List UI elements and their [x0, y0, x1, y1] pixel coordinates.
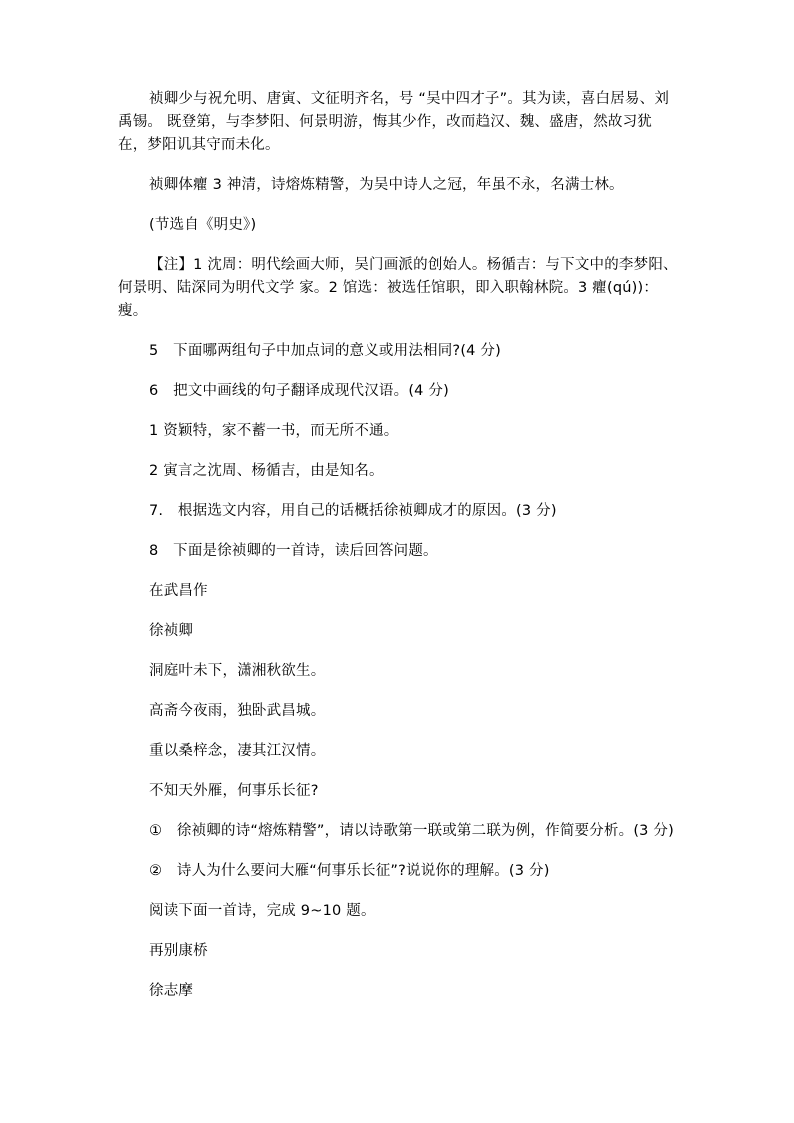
poem-line-1: 洞庭叶未下，潇湘秋欲生。 — [149, 663, 326, 679]
annotation-notes: 【注】1 沈周：明代绘画大师，吴门画派的创始人。杨循吉：与下文中的李梦阳、何景明、陆深同为明代文学 家。2 馆选：被选任馆职，即入职翰林院。3 癯(qú))：瘦。 — [118, 257, 678, 319]
translation-sentence-2: 2 寅言之沈周、杨循吉，由是知名。 — [149, 463, 384, 479]
question-5: 5 下面哪两组句子中加点词的意义或用法相同?(4 分) — [149, 343, 501, 359]
second-poem-title: 再别康桥 — [149, 943, 208, 959]
question-7: 7. 根据选文内容，用自己的话概括徐祯卿成才的原因。(3 分) — [149, 503, 557, 519]
source-citation: (节选自《明史》) — [149, 217, 257, 233]
paragraph-poetry-reputation: 祯卿体癯 3 神清，诗熔炼精警，为吴中诗人之冠，年虽不永，名满士林。 — [149, 177, 624, 193]
question-6: 6 把文中画线的句子翻译成现代汉语。(4 分) — [149, 383, 449, 399]
reading-instruction: 阅读下面一首诗，完成 9~10 题。 — [149, 903, 376, 919]
question-8: 8 下面是徐祯卿的一首诗，读后回答问题。 — [149, 543, 438, 559]
question-8-part-2: ② 诗人为什么要问大雁“何事乐长征”?说说你的理解。(3 分) — [149, 863, 550, 879]
poem-title: 在武昌作 — [149, 583, 208, 599]
paragraph-biography: 祯卿少与祝允明、唐寅、文征明齐名，号 “吴中四才子”。其为读，喜白居易、刘禹锡。 既登第，与李梦阳、何景明游，悔其少作，改而趋汉、魏、盛唐，然故习犹在，梦阳讥其守而未化。 — [118, 91, 670, 153]
question-8-part-1: ① 徐祯卿的诗“熔炼精警”，请以诗歌第一联或第二联为例，作简要分析。(3 分) — [149, 823, 674, 839]
document-body — [118, 88, 678, 1020]
poem-line-2: 高斋今夜雨，独卧武昌城。 — [149, 703, 326, 719]
second-poem-author: 徐志摩 — [149, 983, 194, 999]
poem-line-4: 不知天外雁，何事乐长征? — [149, 783, 319, 799]
poem-line-3: 重以桑梓念，凄其江汉情。 — [149, 743, 326, 759]
translation-sentence-1: 1 资颖特，家不蓄一书，而无所不通。 — [149, 423, 399, 439]
poem-author: 徐祯卿 — [149, 623, 194, 639]
